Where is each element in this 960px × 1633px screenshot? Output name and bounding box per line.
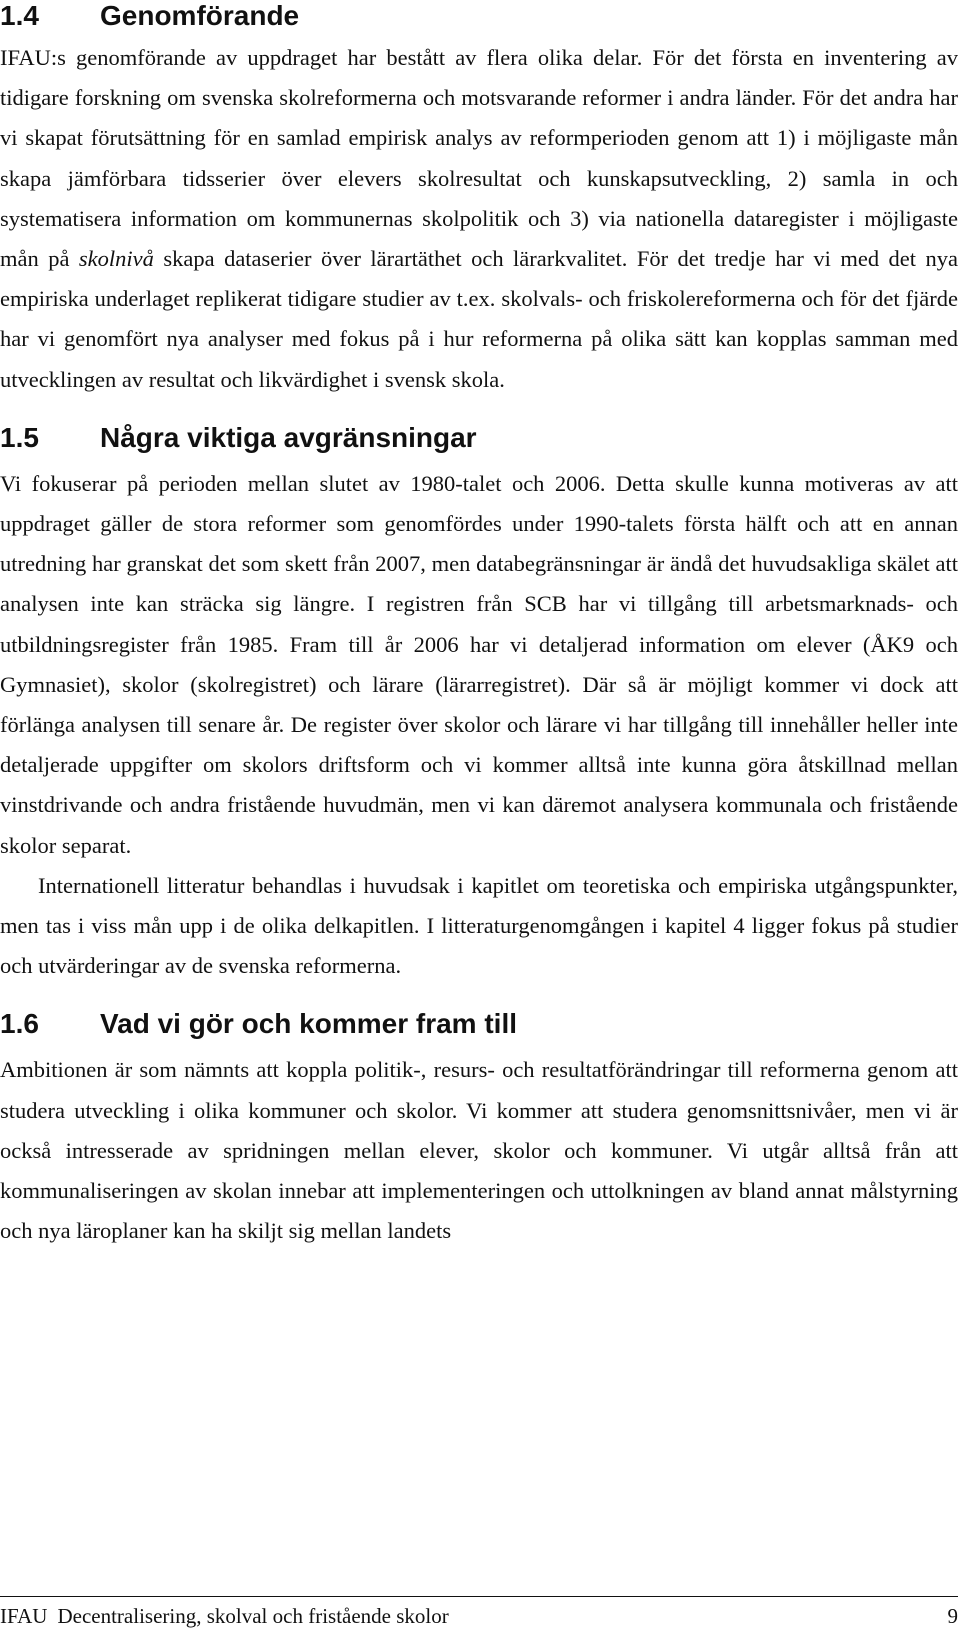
italic-term: skolnivå	[78, 246, 154, 272]
section-heading-1-5	[0, 422, 958, 454]
section-title: Några viktiga avgränsningar	[100, 421, 477, 453]
page-number: 9	[947, 1604, 958, 1628]
section-title: Genomförande	[100, 0, 300, 31]
section-heading-1-6	[0, 1008, 958, 1040]
section-number: 1.6	[0, 1008, 39, 1040]
section-number: 1.4	[0, 0, 39, 31]
footer-left	[0, 1601, 449, 1631]
paragraph-genomforande	[0, 38, 958, 400]
footer-publisher: IFAU	[0, 1604, 48, 1628]
paragraph-text-part2: skapa dataserier över lärartäthet och lärarkvalitet. För det tredje har vi med det nya empiriska underlaget replikerat tidigare studier av t.ex. skolvals- och friskolereformerna och för det fjärde har vi genomfört nya analyser med fokus på i hur reformerna på olika sätt kan kopplas samman med utvecklingen av resultat och likvärdighet i svensk skola.	[0, 246, 958, 392]
paragraph-avgransningar-2: Internationell litteratur behandlas i huvudsak i kapitlet om teoretiska och empiriska utgångspunkter, men tas i viss mån upp i de olika delkapitlen. I litteraturgenomgången i kapitel 4 ligger fokus på studier och utvärderingar av de svenska reformerna.	[0, 872, 958, 979]
paragraph-avgransningar-1: Vi fokuserar på perioden mellan slutet av 1980-talet och 2006. Detta skulle kunna motiveras av att uppdraget gäller de stora reformer som genomfördes under 1990-talets första hälft och att en annan utredning har granskat det som skett från 2007, men databegränsningar är ändå det huvudsakliga skälet att analysen inte kan sträcka sig längre. I registren från SCB har vi tillgång till arbetsmarknads- och utbildningsregister från 1985. Fram till år 2006 har vi detaljerad information om elever (ÅK9 och Gymnasiet), skolor (skolregistret) och lärare (lärarregistret). Där så är möjligt kommer vi dock att förlänga analysen till senare år. De register över skolor och lärare vi har tillgång till innehåller heller inte detaljerade uppgifter om skolors driftsform och vi kommer alltså inte kunna göra åtskillnad mellan vinstdrivande och andra fristående huvudmän, men vi kan däremot analysera kommunala och fristående skolor separat.	[0, 470, 958, 858]
paragraph-text-part1: IFAU:s genomförande av uppdraget har bestått av flera olika delar. För det första en inventering av tidigare forskning om svenska skolreformerna och motsvarande reformer i andra länder. För det andra har vi skapat förutsättning för en samlad empirisk analys av reformperioden genom att 1) i möjligaste mån skapa jämförbara tidsserier över elevers skolresultat och kunskapsutveckling, 2) samla in och systematisera information om kommunernas skolpolitik och 3) via nationella dataregister i möjligaste mån på	[0, 45, 958, 272]
paragraph-vad-vi-gor: Ambitionen är som nämnts att koppla politik-, resurs- och resultatförändringar till reformerna genom att studera utveckling i olika kommuner och skolor. Vi kommer att studera genomsnittsnivåer, men vi är också intresserade av spridningen mellan elever, skolor och kommuner. Vi utgår alltså från att kommunaliseringen av skolan innebar att implementeringen och uttolkningen av bland annat målstyrning och nya läroplaner kan ha skiljt sig mellan landets	[0, 1057, 958, 1244]
section-title: Vad vi gör och kommer fram till	[100, 1008, 518, 1040]
footer-report-title: Decentralisering, skolval och fristående skolor	[57, 1604, 449, 1628]
section-number: 1.5	[0, 421, 39, 453]
section-heading-1-4	[0, 0, 958, 32]
page-footer	[0, 1596, 958, 1629]
